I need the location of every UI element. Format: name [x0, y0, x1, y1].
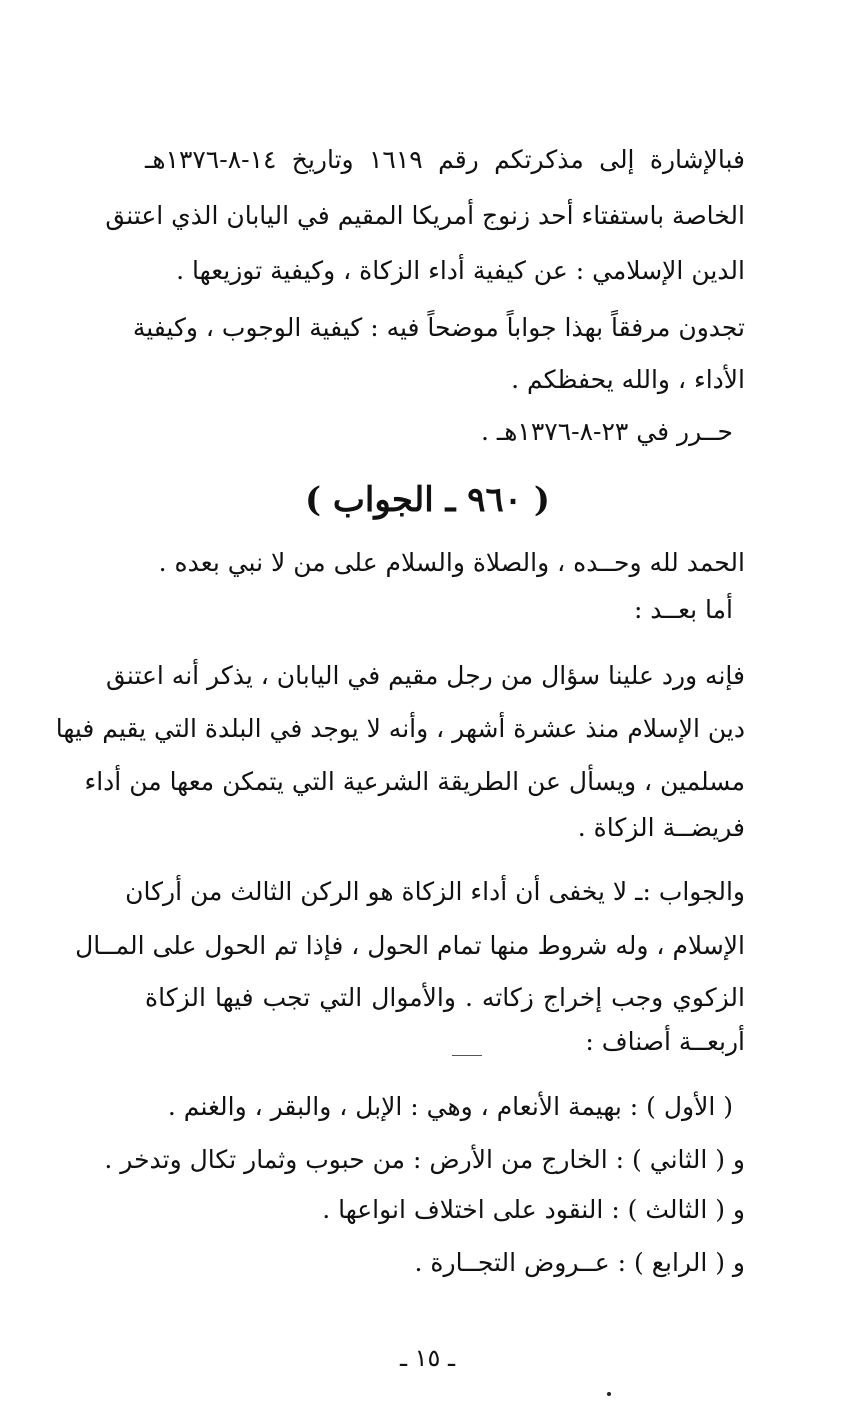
letter-date-line: حــرر في ٢٣-٨-١٣٧٦هـ . — [481, 417, 733, 446]
letter-line-1: فبالإشارة إلى مذكرتكم رقم ١٦١٩ وتاريخ ١٤-٨-١٣٧٦هـ — [145, 145, 745, 174]
answer-heading: ( ٩٦٠ ـ الجواب ) — [304, 480, 551, 520]
category-fourth: و ( الرابع ) : عــروض التجــارة . — [414, 1248, 745, 1277]
category-third: و ( الثالث ) : النقود على اختلاف انواعها . — [322, 1195, 745, 1224]
divider-mark — [452, 1055, 482, 1056]
reply-line-4: أربعــة أصناف : — [585, 1027, 745, 1056]
letter-line-3: الدين الإسلامي : عن كيفية أداء الزكاة ، وكيفية توزيعها . — [176, 256, 745, 285]
reply-line-1: والجواب :ـ لا يخفى أن أداء الزكاة هو الركن الثالث من أركان — [125, 877, 745, 906]
reply-line-2: الإسلام ، وله شروط منها تمام الحول ، فإذا تم الحول على المــال — [75, 931, 745, 960]
letter-line-4: تجدون مرفقاً بهذا جواباً موضحاً فيه : كيفية الوجوب ، وكيفية — [132, 313, 745, 342]
letter-line-5: الأداء ، والله يحفظكم . — [511, 365, 745, 394]
page-number: ـ ١٥ ـ — [399, 1344, 456, 1372]
question-line-1: فإنه ورد علينا سؤال من رجل مقيم في اليابان ، يذكر أنه اعتنق — [106, 661, 745, 690]
reply-line-3: الزكوي وجب إخراج زكاته . والأموال التي تجب فيها الزكاة — [145, 983, 745, 1012]
opening-line-2: أما بعــد : — [633, 595, 733, 624]
letter-line-2: الخاصة باستفتاء أحد زنوج أمريكا المقيم في اليابان الذي اعتنق — [105, 201, 745, 230]
ink-speck — [607, 1392, 611, 1396]
question-line-2: دين الإسلام منذ عشرة أشهر ، وأنه لا يوجد في البلدة التي يقيم فيها — [55, 714, 745, 743]
category-first: ( الأول ) : بهيمة الأنعام ، وهي : الإبل ، والبقر ، والغنم . — [167, 1092, 733, 1121]
opening-line-1: الحمد لله وحــده ، والصلاة والسلام على من لا نبي بعده . — [158, 548, 745, 577]
category-second: و ( الثاني ) : الخارج من الأرض : من حبوب وثمار تكال وتدخر . — [104, 1145, 745, 1174]
question-line-4: فريضــة الزكاة . — [577, 813, 745, 842]
question-line-3: مسلمين ، ويسأل عن الطريقة الشرعية التي يتمكن معها من أداء — [84, 767, 745, 796]
